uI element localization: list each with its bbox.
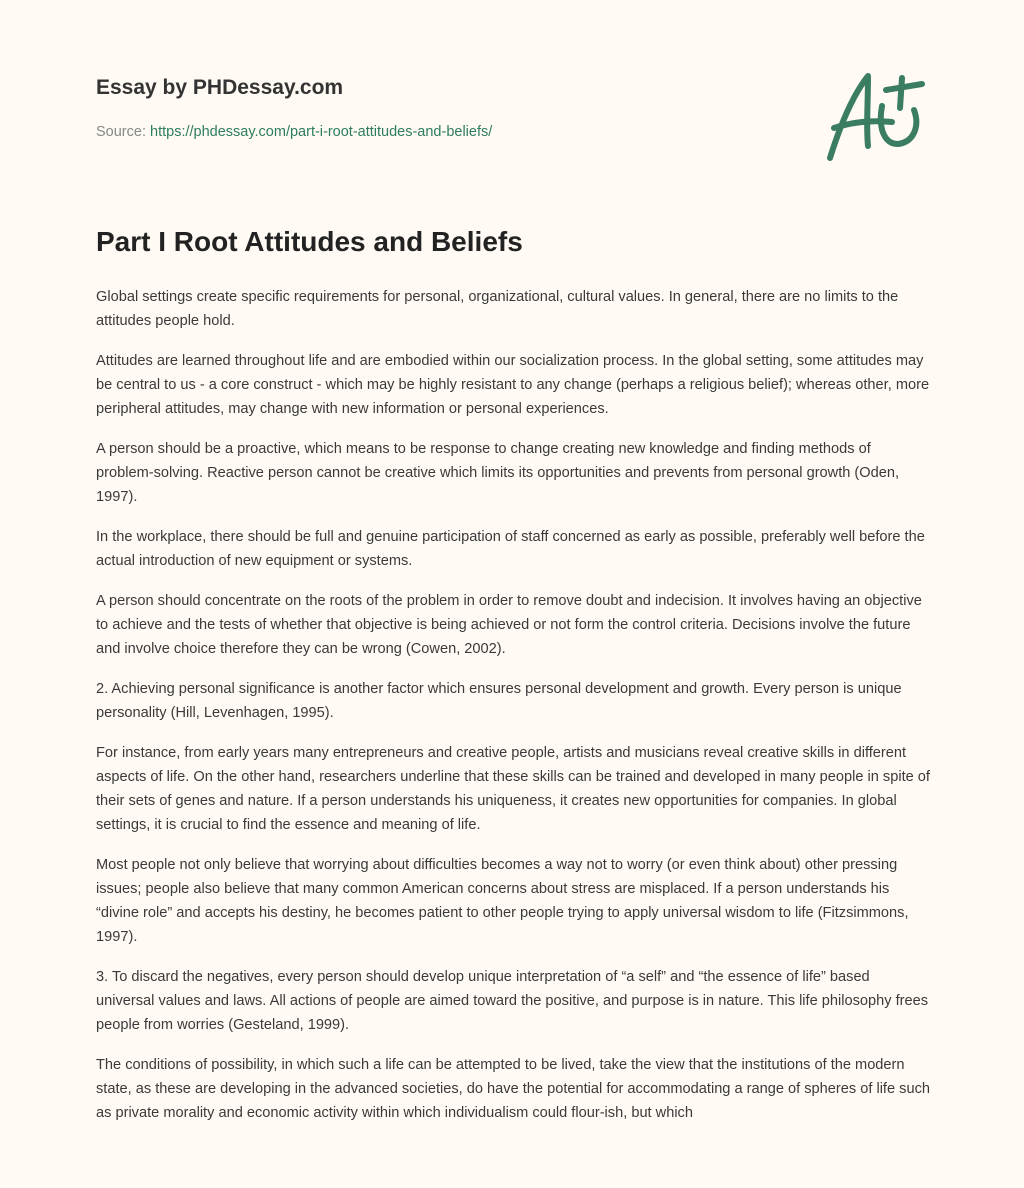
source-label: Source: [96, 124, 146, 140]
brand-title: Essay by PHDessay.com [96, 76, 344, 99]
source-link[interactable]: https://phdessay.com/part-i-root-attitudes-and-beliefs/ [150, 124, 493, 140]
paragraph: Most people not only believe that worrying about difficulties becomes a way not to worry (or even think about) other pressing issues; people also believe that many common American concerns about stress are misplaced. If a person understands his “divine role” and accepts his destiny, he becomes patient to other people trying to apply universal wisdom to life (Fitzsimmons, 1997). [96, 857, 909, 945]
paragraph: A person should be a proactive, which means to be response to change creating new knowledge and finding methods of problem-solving. Reactive person cannot be creative which limits its opportunities and prevents from personal growth (Oden, 1997). [96, 441, 900, 505]
article-title: Part I Root Attitudes and Beliefs [96, 226, 523, 257]
paragraph: The conditions of possibility, in which such a life can be attempted to be lived, take the view that the institutions of the modern state, as these are developing in the advanced societies, do have the potential for accommodating a range of spheres of life such as private morality and economic activity within which individualism could flour-ish, but which [96, 1057, 930, 1121]
paragraph: Global settings create specific requirements for personal, organizational, cultural values. In general, there are no limits to the attitudes people hold. [96, 289, 899, 329]
source-line [96, 124, 492, 140]
paragraph: Attitudes are learned throughout life and are embodied within our socialization process. In the global setting, some attitudes may be central to us - a core construct - which may be highly resistant to any change (perhaps a religious belief); whereas other, more peripheral attitudes, may change with new information or personal experiences. [96, 353, 930, 417]
article-body [96, 285, 932, 1141]
paragraph: 2. Achieving personal significance is another factor which ensures personal development and growth. Every person is unique personality (Hill, Levenhagen, 1995). [96, 681, 902, 721]
paragraph: For instance, from early years many entrepreneurs and creative people, artists and musicians reveal creative skills in different aspects of life. On the other hand, researchers underline that these skills can be trained and developed in many people in spite of their sets of genes and nature. If a person understands his uniqueness, it creates new opportunities for companies. In global settings, it is crucial to find the essence and meaning of life. [96, 745, 930, 833]
paragraph: A person should concentrate on the roots of the problem in order to remove doubt and indecision. It involves having an objective to achieve and the tests of whether that objective is being achieved or not form the control criteria. Decisions involve the future and involve choice therefore they can be wrong (Cowen, 2002). [96, 593, 922, 657]
paragraph: In the workplace, there should be full and genuine participation of staff concerned as early as possible, preferably well before the actual introduction of new equipment or systems. [96, 529, 925, 569]
paragraph: 3. To discard the negatives, every person should develop unique interpretation of “a self” and “the essence of life” based universal values and laws. All actions of people are aimed toward the positive, and purpose is in nature. This life philosophy frees people from worries (Gesteland, 1999). [96, 969, 929, 1033]
a-plus-logo-icon [822, 66, 932, 166]
